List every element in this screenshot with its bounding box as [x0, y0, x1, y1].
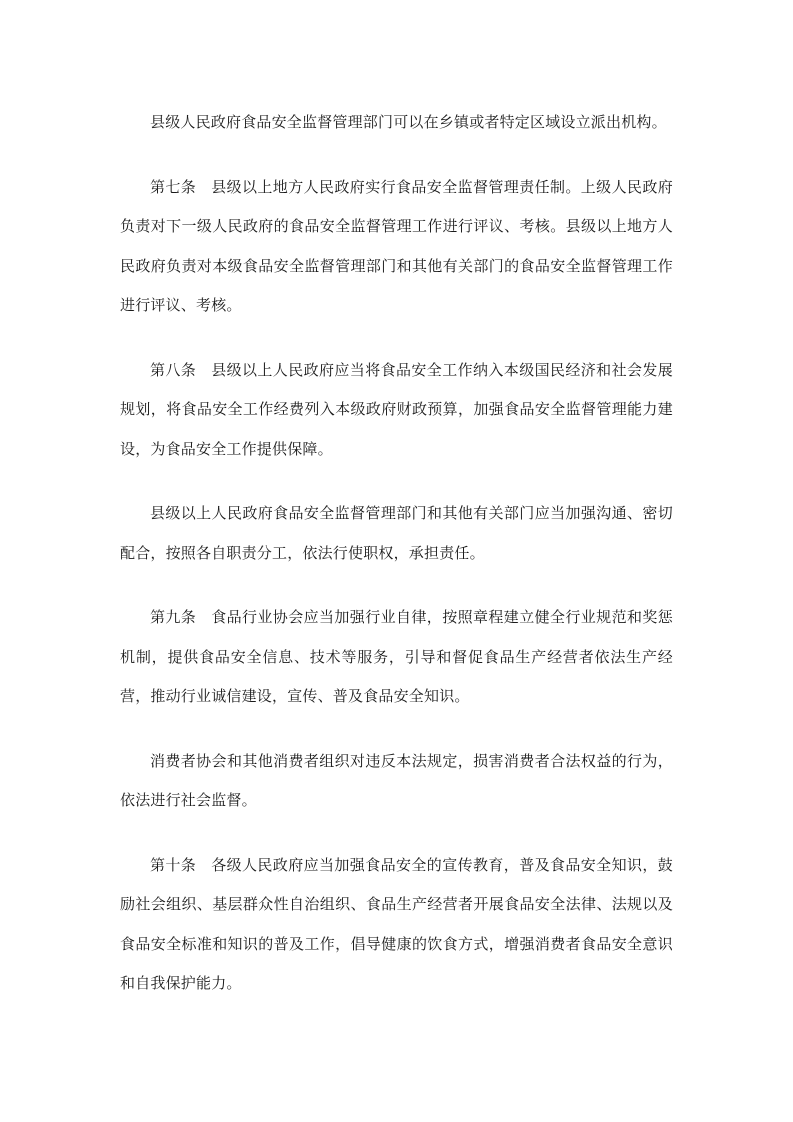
article-9-label: 第九条 [150, 608, 197, 626]
article-9-paragraph [120, 598, 673, 717]
paragraph-county-dispatch-agency [120, 103, 673, 143]
article-8-text: 县级以上人民政府应当将食品安全工作纳入本级国民经济和社会发展规划，将食品安全工作经费列入本级政府财政预算，加强食品安全监督管理能力建设，为食品安全工作提供保障。 [120, 360, 673, 458]
article-7-paragraph [120, 168, 673, 326]
paragraph-text: 县级人民政府食品安全监督管理部门可以在乡镇或者特定区域设立派出机构。 [150, 113, 667, 131]
paragraph-consumer-association [120, 742, 673, 821]
article-7-text: 县级以上地方人民政府实行食品安全监督管理责任制。上级人民政府负责对下一级人民政府的食品安全监督管理工作进行评议、考核。县级以上地方人民政府负责对本级食品安全监督管理部门和其他有关部门的食品安全监督管理工作进行评议、考核。 [120, 177, 673, 314]
document-page [120, 103, 673, 1029]
article-10-text: 各级人民政府应当加强食品安全的宣传教育，普及食品安全知识，鼓励社会组织、基层群众性自治组织、食品生产经营者开展食品安全法律、法规以及食品安全标准和知识的普及工作，倡导健康的饮食方式，增强消费者食品安全意识和自我保护能力。 [120, 855, 673, 992]
article-10-label: 第十条 [150, 855, 197, 874]
article-10-paragraph [120, 846, 673, 1004]
paragraph-text: 县级以上人民政府食品安全监督管理部门和其他有关部门应当加强沟通、密切配合，按照各自职责分工，依法行使职权，承担责任。 [120, 504, 673, 562]
paragraph-departments-cooperation [120, 494, 673, 573]
article-7-label: 第七条 [150, 177, 197, 196]
article-8-label: 第八条 [150, 360, 197, 379]
article-9-text: 食品行业协会应当加强行业自律，按照章程建立健全行业规范和奖惩机制，提供食品安全信息、技术等服务，引导和督促食品生产经营者依法生产经营，推动行业诚信建设，宣传、普及食品安全知识。 [120, 608, 673, 705]
article-8-paragraph [120, 351, 673, 470]
paragraph-text: 消费者协会和其他消费者组织对违反本法规定，损害消费者合法权益的行为，依法进行社会监督。 [120, 751, 673, 809]
